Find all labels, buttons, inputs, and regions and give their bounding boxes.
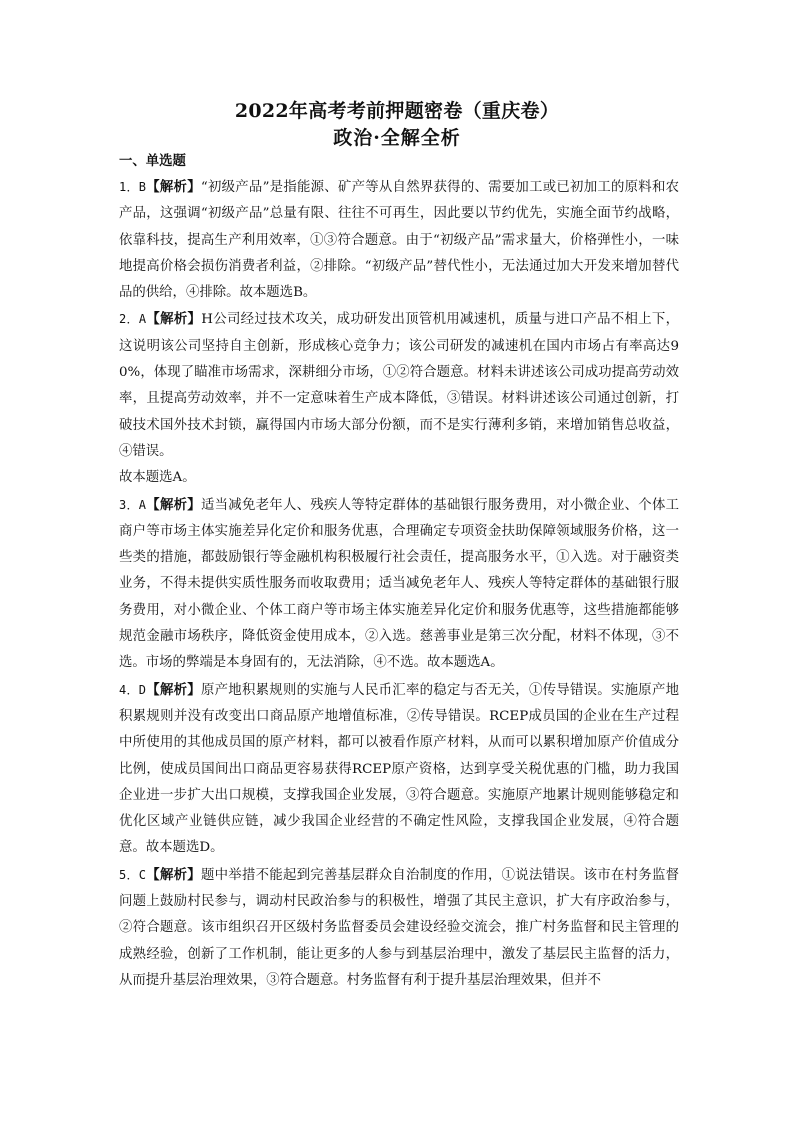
document-body bbox=[119, 148, 679, 994]
question-2-analysis bbox=[119, 306, 679, 465]
question-5-number: 5．C bbox=[119, 867, 147, 882]
section-heading: 一、单选题 bbox=[119, 153, 186, 169]
question-3-text: 适当减免老年人、残疾人等特定群体的基础银行服务费用，对小微企业、个体工商户等市场主体实施差异化定价和服务优惠，合理确定专项资金扶助保障领域服务价格，这一些类的措施，都鼓励银行等金融机构积极履行社会责任，提高服务水平，①入选。对于融资类业务，不得未提供实质性服务而收取费用；适当减免老年人、残疾人等特定群体的基础银行服务费用，对小微企业、个体工商户等市场主体实施差异化定价和服务优惠等，这些措施都能够规范金融市场秩序，降低资金使用成本，②入选。慈善事业是第三次分配，材料不体现，③不选。市场的弊端是本身固有的，无法消除，④不选。故本题选A。 bbox=[119, 497, 680, 671]
question-1-text: “初级产品”是指能源、矿产等从自然界获得的、需要加工或已初加工的原料和农产品，这强调“初级产品”总量有限、往往不可再生，因此要以节约优先，实施全面节约战略，依靠科技，提高生产利用效率，①③符合题意。由于“初级产品”需求量大，价格弹性小，一味地提高价格会损伤消费者利益，②排除。“初级产品”替代性小，无法通过加大开发来增加替代品的供给，④排除。故本题选B。 bbox=[119, 180, 679, 301]
question-5-tag: 【解析】 bbox=[146, 866, 201, 883]
question-2-number: 2．A bbox=[119, 312, 147, 327]
question-5-analysis bbox=[119, 862, 679, 994]
question-3-number: 3．A bbox=[119, 497, 147, 512]
question-4-text: 原产地积累规则的实施与人民币汇率的稳定与否无关，①传导错误。实施原产地积累规则并没有改变出口商品原产地增值标准，②传导错误。RCEP成员国的企业在生产过程中所使用的其他成员国的原产材料，都可以被看作原产材料，从而可以累积增加原产价值成分比例，使成员国间出口商品更容易获得RCEP原产资格，达到享受关税优惠的门槛，助力我国企业进一步扩大出口规模，支撑我国企业发展，③符合题意。实施原产地累计规则能够稳定和优化区域产业链供应链，减少我国企业经营的不确定性风险，支撑我国企业发展，④符合题意。故本题选D。 bbox=[119, 682, 680, 856]
page-subtitle: 政治·全解全析 bbox=[333, 127, 461, 149]
question-3-analysis bbox=[119, 492, 679, 677]
question-3-tag: 【解析】 bbox=[146, 496, 201, 513]
question-1-tag: 【解析】 bbox=[145, 179, 201, 195]
title-block bbox=[0, 98, 794, 151]
question-5-text: 题中举措不能起到完善基层群众自治制度的作用，①说法错误。该市在村务监督问题上鼓励村民参与，调动村民政治参与的积极性，增强了其民主意识，扩大有序政治参与，②符合题意。该市组织召开区级村务监督委员会建设经验交流会，推广村务监督和民主管理的成熟经验，创新了工作机制，能让更多的人参与到基层治理中，激发了基层民主监督的活力，从而提升基层治理效果，③符合题意。村务监督有利于提升基层治理效果，但并不 bbox=[119, 867, 680, 988]
question-1-analysis bbox=[119, 174, 679, 306]
question-4-number: 4．D bbox=[119, 682, 147, 697]
page-title: 2022年高考考前押题密卷（重庆卷） bbox=[234, 100, 560, 122]
question-2-tag: 【解析】 bbox=[146, 311, 202, 328]
question-4-analysis bbox=[119, 677, 679, 862]
question-1-number: 1．B bbox=[119, 180, 146, 194]
question-2-conclusion: 故本题选A。 bbox=[119, 470, 196, 486]
question-4-tag: 【解析】 bbox=[146, 681, 201, 698]
question-2-text: H公司经过技术攻关，成功研发出顶管机用减速机，质量与进口产品不相上下，这说明该公司坚持自主创新，形成核心竞争力；该公司研发的减速机在国内市场占有率高达90%，体现了瞄准市场需求，深耕细分市场，①②符合题意。材料未讲述该公司成功提高劳动效率，且提高劳动效率，并不一定意味着生产成本降低，③错误。材料讲述该公司通过创新，打破技术国外技术封锁，赢得国内市场大部分份额，而不是实行薄利多销，来增加销售总收益，④错误。 bbox=[119, 312, 679, 459]
